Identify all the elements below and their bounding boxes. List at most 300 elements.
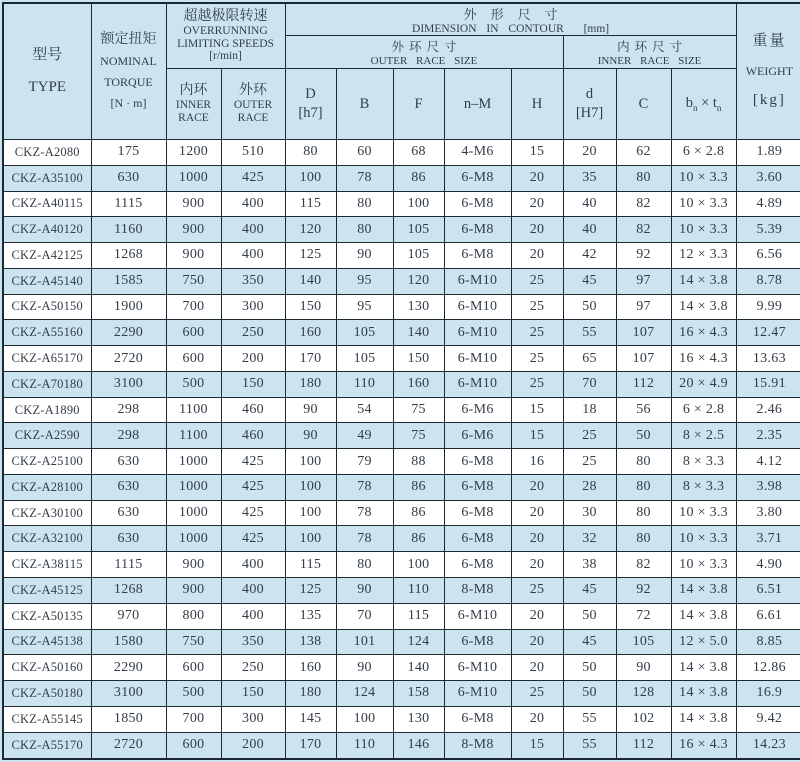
cell-d: 20 — [563, 140, 616, 166]
torque-label-zh: 额定扭矩 — [100, 32, 157, 48]
cell-inner-speed: 750 — [166, 268, 221, 294]
cell-inner-speed: 900 — [166, 243, 221, 269]
cell-C: 105 — [616, 629, 671, 655]
cell-F: 86 — [393, 165, 444, 191]
col-header-F: F — [393, 69, 444, 140]
cell-d: 55 — [563, 706, 616, 732]
cell-bn-tn: 10 × 3.3 — [671, 217, 736, 243]
cell-outer-speed: 425 — [221, 165, 285, 191]
cell-inner-speed: 700 — [166, 706, 221, 732]
cell-weight: 3.71 — [736, 526, 800, 552]
cell-torque: 630 — [91, 165, 166, 191]
cell-F: 124 — [393, 629, 444, 655]
cell-weight: 4.89 — [736, 191, 800, 217]
cell-B: 95 — [336, 294, 393, 320]
cell-B: 79 — [336, 449, 393, 475]
cell-n-M: 8-M8 — [444, 732, 511, 759]
cell-outer-speed: 150 — [221, 371, 285, 397]
cell-B: 90 — [336, 578, 393, 604]
cell-D: 120 — [285, 217, 336, 243]
cell-C: 92 — [616, 243, 671, 269]
cell-F: 86 — [393, 474, 444, 500]
table-row — [3, 243, 800, 269]
cell-weight: 6.51 — [736, 578, 800, 604]
cell-torque: 175 — [91, 140, 166, 166]
cell-n-M: 6-M8 — [444, 449, 511, 475]
cell-n-M: 8-M8 — [444, 578, 511, 604]
cell-d: 50 — [563, 603, 616, 629]
cell-D: 80 — [285, 140, 336, 166]
cell-inner-speed: 600 — [166, 655, 221, 681]
cell-bn-tn: 14 × 3.8 — [671, 268, 736, 294]
cell-D: 145 — [285, 706, 336, 732]
table-row — [3, 217, 800, 243]
cell-d: 45 — [563, 268, 616, 294]
cell-type: CKZ-A50135 — [3, 603, 91, 629]
cell-F: 86 — [393, 526, 444, 552]
cell-d: 40 — [563, 217, 616, 243]
cell-D: 90 — [285, 423, 336, 449]
col-header-type — [3, 3, 91, 140]
cell-F: 100 — [393, 552, 444, 578]
cell-inner-speed: 900 — [166, 191, 221, 217]
cell-D: 100 — [285, 500, 336, 526]
cell-C: 107 — [616, 320, 671, 346]
cell-bn-tn: 6 × 2.8 — [671, 397, 736, 423]
cell-C: 107 — [616, 346, 671, 372]
cell-H: 20 — [511, 165, 563, 191]
cell-D: 170 — [285, 346, 336, 372]
cell-weight: 14.23 — [736, 732, 800, 759]
cell-type: CKZ-A45138 — [3, 629, 91, 655]
cell-outer-speed: 400 — [221, 578, 285, 604]
cell-F: 75 — [393, 397, 444, 423]
cell-D: 180 — [285, 681, 336, 707]
cell-outer-speed: 425 — [221, 526, 285, 552]
cell-D: 150 — [285, 294, 336, 320]
cell-B: 124 — [336, 681, 393, 707]
weight-label-zh: 重量 — [752, 33, 787, 50]
cell-C: 128 — [616, 681, 671, 707]
table-row — [3, 191, 800, 217]
cell-n-M: 6-M8 — [444, 629, 511, 655]
cell-n-M: 6-M10 — [444, 371, 511, 397]
cell-F: 158 — [393, 681, 444, 707]
table-row — [3, 346, 800, 372]
dimension-unit: [mm] — [583, 23, 610, 35]
cell-torque: 630 — [91, 526, 166, 552]
table-row — [3, 526, 800, 552]
table-row — [3, 681, 800, 707]
cell-C: 62 — [616, 140, 671, 166]
cell-weight: 12.86 — [736, 655, 800, 681]
cell-B: 105 — [336, 320, 393, 346]
speeds-label-zh: 超越极限转速 — [183, 8, 268, 24]
cell-H: 20 — [511, 191, 563, 217]
cell-F: 146 — [393, 732, 444, 759]
cell-torque: 970 — [91, 603, 166, 629]
cell-outer-speed: 200 — [221, 346, 285, 372]
cell-inner-speed: 900 — [166, 578, 221, 604]
cell-outer-speed: 510 — [221, 140, 285, 166]
cell-F: 105 — [393, 243, 444, 269]
cell-torque: 1580 — [91, 629, 166, 655]
cell-outer-speed: 425 — [221, 449, 285, 475]
cell-bn-tn: 8 × 2.5 — [671, 423, 736, 449]
cell-torque: 1268 — [91, 243, 166, 269]
table-row — [3, 268, 800, 294]
cell-outer-speed: 250 — [221, 655, 285, 681]
cell-bn-tn: 14 × 3.8 — [671, 603, 736, 629]
cell-H: 20 — [511, 552, 563, 578]
cell-type: CKZ-A40120 — [3, 217, 91, 243]
cell-H: 25 — [511, 294, 563, 320]
cell-F: 150 — [393, 346, 444, 372]
cell-bn-tn: 16 × 4.3 — [671, 346, 736, 372]
cell-weight: 6.56 — [736, 243, 800, 269]
cell-inner-speed: 700 — [166, 294, 221, 320]
cell-C: 82 — [616, 552, 671, 578]
cell-d: 30 — [563, 500, 616, 526]
cell-C: 97 — [616, 294, 671, 320]
cell-inner-speed: 1100 — [166, 397, 221, 423]
cell-n-M: 6-M8 — [444, 552, 511, 578]
cell-D: 115 — [285, 191, 336, 217]
cell-d: 42 — [563, 243, 616, 269]
cell-bn-tn: 14 × 3.8 — [671, 578, 736, 604]
cell-H: 25 — [511, 681, 563, 707]
col-header-nM: n–M — [444, 69, 511, 140]
cell-bn-tn: 16 × 4.3 — [671, 732, 736, 759]
cell-B: 100 — [336, 706, 393, 732]
table-row — [3, 578, 800, 604]
cell-B: 80 — [336, 191, 393, 217]
table-row — [3, 140, 800, 166]
cell-C: 80 — [616, 474, 671, 500]
cell-B: 54 — [336, 397, 393, 423]
speeds-label-en2: LIMITING SPEEDS — [177, 37, 274, 50]
cell-n-M: 6-M8 — [444, 526, 511, 552]
cell-C: 50 — [616, 423, 671, 449]
type-label-zh: 型号 — [32, 47, 63, 64]
cell-bn-tn: 10 × 3.3 — [671, 552, 736, 578]
cell-type: CKZ-A38115 — [3, 552, 91, 578]
cell-d: 32 — [563, 526, 616, 552]
cell-inner-speed: 1000 — [166, 500, 221, 526]
cell-bn-tn: 10 × 3.3 — [671, 526, 736, 552]
cell-H: 15 — [511, 140, 563, 166]
cell-B: 110 — [336, 732, 393, 759]
cell-outer-speed: 300 — [221, 294, 285, 320]
cell-C: 112 — [616, 732, 671, 759]
col-header-d: d [H7] — [563, 69, 616, 140]
cell-H: 20 — [511, 526, 563, 552]
cell-torque: 1585 — [91, 268, 166, 294]
cell-weight: 13.63 — [736, 346, 800, 372]
cell-outer-speed: 300 — [221, 706, 285, 732]
cell-torque: 1850 — [91, 706, 166, 732]
cell-inner-speed: 1100 — [166, 423, 221, 449]
cell-H: 20 — [511, 243, 563, 269]
cell-type: CKZ-A45125 — [3, 578, 91, 604]
cell-C: 112 — [616, 371, 671, 397]
cell-type: CKZ-A70180 — [3, 371, 91, 397]
cell-bn-tn: 8 × 3.3 — [671, 474, 736, 500]
cell-weight: 5.39 — [736, 217, 800, 243]
cell-F: 110 — [393, 578, 444, 604]
cell-type: CKZ-A30100 — [3, 500, 91, 526]
cell-d: 18 — [563, 397, 616, 423]
table-row — [3, 552, 800, 578]
cell-weight: 16.9 — [736, 681, 800, 707]
cell-D: 180 — [285, 371, 336, 397]
cell-B: 60 — [336, 140, 393, 166]
cell-F: 140 — [393, 320, 444, 346]
cell-bn-tn: 16 × 4.3 — [671, 320, 736, 346]
cell-torque: 630 — [91, 474, 166, 500]
cell-n-M: 6-M6 — [444, 397, 511, 423]
col-header-H: H — [511, 69, 563, 140]
cell-type: CKZ-A2590 — [3, 423, 91, 449]
weight-unit: [kg] — [752, 92, 786, 109]
cell-inner-speed: 500 — [166, 371, 221, 397]
table-row — [3, 371, 800, 397]
cell-outer-speed: 200 — [221, 732, 285, 759]
cell-C: 92 — [616, 578, 671, 604]
col-group-outer-race-size — [285, 36, 563, 69]
cell-H: 20 — [511, 603, 563, 629]
cell-bn-tn: 12 × 3.3 — [671, 243, 736, 269]
cell-n-M: 6-M8 — [444, 474, 511, 500]
cell-d: 70 — [563, 371, 616, 397]
cell-n-M: 6-M8 — [444, 243, 511, 269]
cell-H: 20 — [511, 655, 563, 681]
cell-n-M: 6-M8 — [444, 165, 511, 191]
cell-F: 100 — [393, 191, 444, 217]
cell-n-M: 6-M8 — [444, 706, 511, 732]
col-header-outer-race-speed: 外环 OUTER RACE — [221, 69, 285, 140]
cell-F: 160 — [393, 371, 444, 397]
cell-d: 35 — [563, 165, 616, 191]
cell-D: 100 — [285, 449, 336, 475]
cell-B: 110 — [336, 371, 393, 397]
cell-outer-speed: 350 — [221, 268, 285, 294]
cell-n-M: 6-M10 — [444, 346, 511, 372]
cell-B: 78 — [336, 474, 393, 500]
cell-type: CKZ-A50180 — [3, 681, 91, 707]
cell-H: 20 — [511, 500, 563, 526]
cell-d: 45 — [563, 629, 616, 655]
table-row — [3, 449, 800, 475]
cell-inner-speed: 750 — [166, 629, 221, 655]
cell-d: 45 — [563, 578, 616, 604]
cell-d: 55 — [563, 320, 616, 346]
cell-outer-speed: 400 — [221, 603, 285, 629]
cell-F: 88 — [393, 449, 444, 475]
cell-type: CKZ-A50160 — [3, 655, 91, 681]
cell-outer-speed: 400 — [221, 243, 285, 269]
outer-size-label-en: OUTER RACE SIZE — [370, 55, 478, 67]
cell-inner-speed: 600 — [166, 320, 221, 346]
torque-unit: [N · m] — [110, 95, 147, 110]
table-row — [3, 603, 800, 629]
ckz-clutch-spec-table — [2, 2, 800, 760]
cell-type: CKZ-A55160 — [3, 320, 91, 346]
cell-weight: 6.61 — [736, 603, 800, 629]
speeds-label-en1: OVERRUNNING — [183, 24, 268, 37]
col-header-C: C — [616, 69, 671, 140]
cell-n-M: 6-M10 — [444, 268, 511, 294]
cell-type: CKZ-A32100 — [3, 526, 91, 552]
cell-inner-speed: 900 — [166, 217, 221, 243]
cell-torque: 1115 — [91, 191, 166, 217]
cell-C: 80 — [616, 526, 671, 552]
cell-H: 25 — [511, 578, 563, 604]
cell-bn-tn: 20 × 4.9 — [671, 371, 736, 397]
cell-H: 25 — [511, 268, 563, 294]
cell-B: 105 — [336, 346, 393, 372]
cell-outer-speed: 460 — [221, 423, 285, 449]
cell-D: 125 — [285, 578, 336, 604]
cell-H: 20 — [511, 706, 563, 732]
cell-type: CKZ-A40115 — [3, 191, 91, 217]
cell-C: 56 — [616, 397, 671, 423]
cell-n-M: 6-M10 — [444, 320, 511, 346]
cell-H: 25 — [511, 371, 563, 397]
cell-H: 20 — [511, 217, 563, 243]
cell-d: 25 — [563, 423, 616, 449]
cell-outer-speed: 350 — [221, 629, 285, 655]
cell-d: 25 — [563, 449, 616, 475]
cell-bn-tn: 12 × 5.0 — [671, 629, 736, 655]
cell-bn-tn: 6 × 2.8 — [671, 140, 736, 166]
cell-weight: 3.80 — [736, 500, 800, 526]
cell-F: 86 — [393, 500, 444, 526]
table-body — [3, 140, 800, 760]
table-row — [3, 397, 800, 423]
cell-d: 50 — [563, 655, 616, 681]
cell-D: 100 — [285, 526, 336, 552]
dimension-label-en: DIMENSION IN CONTOUR [mm] — [412, 23, 610, 35]
cell-weight: 8.85 — [736, 629, 800, 655]
cell-torque: 2290 — [91, 655, 166, 681]
cell-n-M: 6-M6 — [444, 423, 511, 449]
cell-H: 15 — [511, 732, 563, 759]
cell-weight: 1.89 — [736, 140, 800, 166]
cell-outer-speed: 250 — [221, 320, 285, 346]
cell-n-M: 6-M10 — [444, 655, 511, 681]
cell-B: 78 — [336, 500, 393, 526]
cell-weight: 2.46 — [736, 397, 800, 423]
cell-type: CKZ-A65170 — [3, 346, 91, 372]
cell-F: 68 — [393, 140, 444, 166]
torque-label-en1: NOMINAL — [100, 54, 157, 69]
cell-F: 130 — [393, 294, 444, 320]
table-row — [3, 423, 800, 449]
col-header-B: B — [336, 69, 393, 140]
cell-torque: 3100 — [91, 681, 166, 707]
cell-H: 25 — [511, 346, 563, 372]
cell-C: 80 — [616, 165, 671, 191]
cell-C: 80 — [616, 500, 671, 526]
cell-F: 105 — [393, 217, 444, 243]
inner-size-label-zh: 内环尺寸 — [617, 40, 688, 54]
cell-d: 40 — [563, 191, 616, 217]
cell-weight: 2.35 — [736, 423, 800, 449]
cell-d: 65 — [563, 346, 616, 372]
cell-torque: 298 — [91, 397, 166, 423]
col-header-inner-race-speed: 内环 INNER RACE — [166, 69, 221, 140]
cell-C: 97 — [616, 268, 671, 294]
cell-type: CKZ-A25100 — [3, 449, 91, 475]
cell-inner-speed: 1000 — [166, 165, 221, 191]
cell-torque: 298 — [91, 423, 166, 449]
col-header-torque — [91, 3, 166, 140]
cell-n-M: 6-M8 — [444, 191, 511, 217]
cell-D: 100 — [285, 474, 336, 500]
outer-size-label-zh: 外环尺寸 — [391, 40, 462, 54]
cell-D: 160 — [285, 320, 336, 346]
cell-H: 16 — [511, 449, 563, 475]
table-row — [3, 165, 800, 191]
cell-D: 160 — [285, 655, 336, 681]
cell-outer-speed: 425 — [221, 500, 285, 526]
cell-type: CKZ-A35100 — [3, 165, 91, 191]
cell-bn-tn: 14 × 3.8 — [671, 294, 736, 320]
cell-d: 55 — [563, 732, 616, 759]
cell-D: 115 — [285, 552, 336, 578]
cell-H: 15 — [511, 397, 563, 423]
cell-bn-tn: 10 × 3.3 — [671, 500, 736, 526]
cell-bn-tn: 10 × 3.3 — [671, 165, 736, 191]
cell-D: 138 — [285, 629, 336, 655]
cell-n-M: 6-M8 — [444, 500, 511, 526]
speeds-unit: [r/min] — [209, 50, 242, 63]
cell-weight: 15.91 — [736, 371, 800, 397]
cell-B: 49 — [336, 423, 393, 449]
type-label-en: TYPE — [28, 78, 66, 95]
cell-d: 38 — [563, 552, 616, 578]
cell-bn-tn: 10 × 3.3 — [671, 191, 736, 217]
cell-type: CKZ-A2080 — [3, 140, 91, 166]
cell-inner-speed: 900 — [166, 552, 221, 578]
cell-D: 125 — [285, 243, 336, 269]
cell-type: CKZ-A55145 — [3, 706, 91, 732]
cell-F: 130 — [393, 706, 444, 732]
cell-D: 170 — [285, 732, 336, 759]
cell-outer-speed: 400 — [221, 552, 285, 578]
cell-weight: 4.90 — [736, 552, 800, 578]
cell-D: 90 — [285, 397, 336, 423]
cell-B: 90 — [336, 243, 393, 269]
cell-B: 78 — [336, 526, 393, 552]
cell-d: 28 — [563, 474, 616, 500]
cell-n-M: 6-M10 — [444, 681, 511, 707]
cell-inner-speed: 600 — [166, 346, 221, 372]
cell-outer-speed: 150 — [221, 681, 285, 707]
cell-d: 50 — [563, 681, 616, 707]
cell-torque: 1268 — [91, 578, 166, 604]
cell-inner-speed: 1000 — [166, 526, 221, 552]
cell-torque: 1115 — [91, 552, 166, 578]
torque-label-en2: TORQUE — [104, 75, 153, 90]
cell-inner-speed: 800 — [166, 603, 221, 629]
cell-D: 135 — [285, 603, 336, 629]
cell-C: 82 — [616, 191, 671, 217]
table-row — [3, 294, 800, 320]
cell-outer-speed: 400 — [221, 217, 285, 243]
cell-inner-speed: 1000 — [166, 474, 221, 500]
